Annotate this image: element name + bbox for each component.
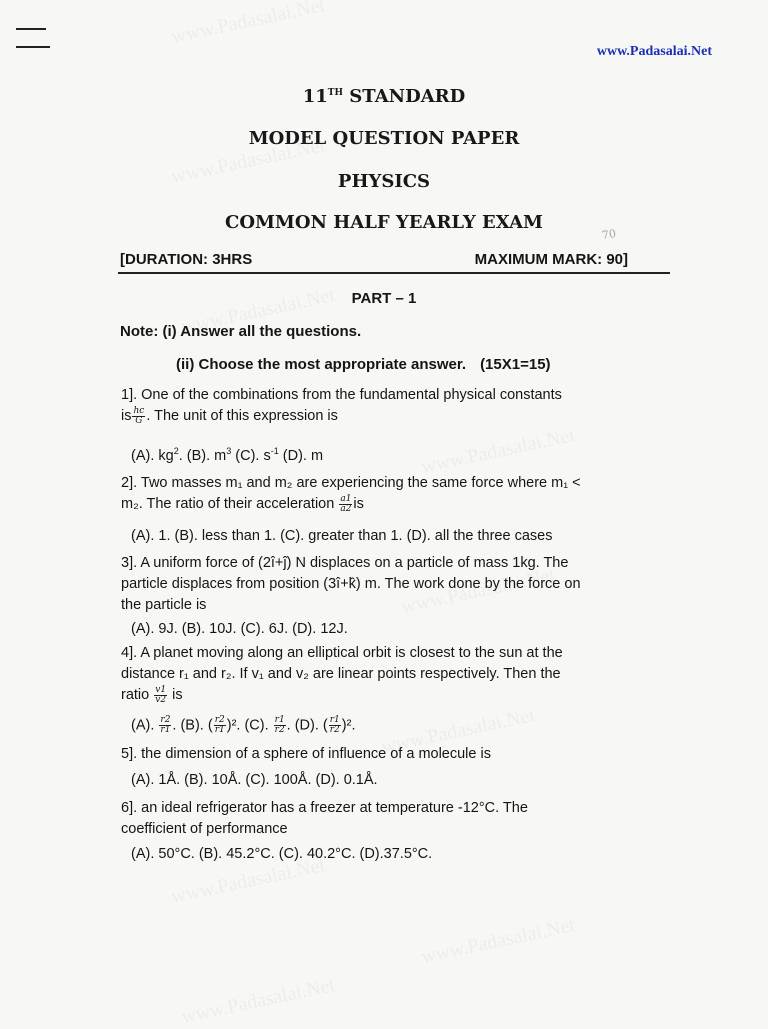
fraction: $\frac{hc}{G}$ bbox=[133, 405, 145, 426]
question-3: 3]. A uniform force of (2î+ĵ) N displaces on a particle of mass 1kg. The particle displaces from position (3î+k̂) m. The work done by the force on the particle is bbox=[121, 555, 581, 613]
watermark-text bbox=[419, 424, 577, 479]
exam-meta bbox=[120, 251, 628, 268]
question-5: 5]. the dimension of a sphere of influence of a molecule is bbox=[121, 746, 491, 762]
note-2: (ii) Choose the most appropriate answer. (15X1=15) bbox=[176, 356, 551, 373]
header-rule bbox=[118, 272, 670, 274]
duration: [DURATION: 3HRS bbox=[120, 251, 253, 268]
margin-mark bbox=[16, 46, 50, 48]
maximum-mark: MAXIMUM MARK: 90] bbox=[474, 251, 628, 268]
question-6-options: (A). 50°C. (B). 45.2°C. (C). 40.2°C. (D).37.5°C. bbox=[131, 846, 433, 862]
question-6: 6]. an ideal refrigerator has a freezer at temperature -12°C. The coefficient of performance bbox=[121, 800, 528, 837]
question-4-options: (A). $\frac{r2}{r1}$ . (B). ( $\frac{r2}{r1}$ )². (C). $\frac{r1}{r2}$ . (D). ( $\frac{r1}{r2}$ )². bbox=[131, 715, 356, 735]
watermark-text bbox=[179, 974, 337, 1029]
site-url: www.Padasalai.Net bbox=[596, 44, 712, 59]
question-1-options: (A). $kg^2$. (B). $m^3$ (C). $s^{-1}$ (D). m bbox=[131, 446, 324, 464]
handwritten-note: 70 bbox=[601, 227, 617, 242]
watermark-text bbox=[419, 914, 577, 969]
fraction: $\frac{a1}{a2}$ bbox=[340, 493, 352, 514]
note-1: Note: (i) Answer all the questions. bbox=[120, 323, 362, 340]
marks-scheme: (15X1=15) bbox=[480, 356, 551, 373]
exam-title: COMMON HALF YEARLY EXAM bbox=[225, 212, 543, 233]
margin-mark bbox=[16, 28, 46, 30]
part-heading: PART – 1 bbox=[351, 290, 417, 307]
question-4: 4]. A planet moving along an elliptical orbit is closest to the sun at the distance r₁ and r₂. If v₁ and v₂ are linear points respectively. Then the ratio $\frac{v1}{v2}$ is bbox=[121, 645, 563, 705]
standard-heading: 11TH STANDARD bbox=[302, 86, 466, 107]
fraction: $\frac{v1}{v2}$ bbox=[155, 684, 167, 705]
paper-title: MODEL QUESTION PAPER bbox=[248, 128, 520, 149]
question-2: 2]. Two masses m₁ and m₂ are experiencing the same force where m₁ < m₂. The ratio of their acceleration $\frac{a1}{a2}$ is bbox=[121, 475, 581, 514]
question-3-options: (A). 9J. (B). 10J. (C). 6J. (D). 12J. bbox=[131, 621, 348, 637]
watermark-text bbox=[169, 854, 327, 909]
watermark-text bbox=[169, 0, 327, 49]
question-2-options: (A). 1. (B). less than 1. (C). greater than 1. (D). all the three cases bbox=[131, 528, 553, 544]
question-1: 1]. One of the combinations from the fundamental physical constants is $\frac{hc}{G}$ . The unit of this expression is bbox=[121, 387, 562, 426]
question-5-options: (A). 1Å. (B). 10Å. (C). 100Å. (D). 0.1Å. bbox=[131, 772, 378, 788]
subject-title: PHYSICS bbox=[337, 171, 431, 192]
